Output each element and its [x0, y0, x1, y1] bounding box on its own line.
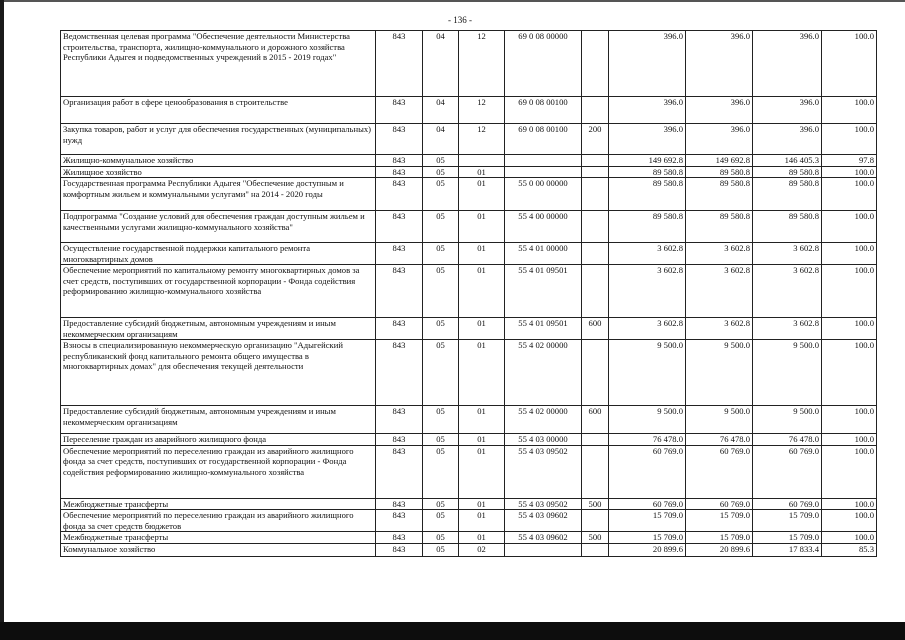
- cell-pct: 100.0: [822, 445, 877, 498]
- cell-s1: 15 709.0: [609, 532, 686, 544]
- cell-csr: [505, 166, 582, 178]
- cell-pr: 12: [459, 97, 505, 124]
- cell-s2: 76 478.0: [686, 434, 753, 446]
- cell-s1: 396.0: [609, 97, 686, 124]
- cell-s3: 76 478.0: [753, 434, 822, 446]
- cell-vr: 500: [582, 498, 609, 510]
- cell-name: Организация работ в сфере ценообразования в строительстве: [61, 97, 376, 124]
- cell-pr: 01: [459, 445, 505, 498]
- cell-ved: 843: [376, 166, 423, 178]
- cell-vr: [582, 510, 609, 532]
- cell-ved: 843: [376, 124, 423, 155]
- cell-s1: 15 709.0: [609, 510, 686, 532]
- cell-rz: 05: [423, 211, 459, 243]
- cell-s1: 149 692.8: [609, 155, 686, 167]
- cell-s1: 9 500.0: [609, 406, 686, 434]
- cell-ved: 843: [376, 510, 423, 532]
- cell-vr: [582, 178, 609, 211]
- cell-s2: 3 602.8: [686, 243, 753, 265]
- cell-s2: 15 709.0: [686, 532, 753, 544]
- cell-rz: 05: [423, 532, 459, 544]
- cell-s1: 3 602.8: [609, 318, 686, 340]
- cell-s3: 60 769.0: [753, 498, 822, 510]
- cell-ved: 843: [376, 265, 423, 318]
- cell-pct: 100.0: [822, 532, 877, 544]
- table-row: [61, 406, 877, 434]
- cell-pr: 01: [459, 498, 505, 510]
- cell-s3: 15 709.0: [753, 532, 822, 544]
- table-row: [61, 155, 877, 167]
- cell-rz: 05: [423, 318, 459, 340]
- cell-csr: 55 4 03 09502: [505, 498, 582, 510]
- cell-s3: 396.0: [753, 31, 822, 97]
- cell-pr: [459, 155, 505, 167]
- cell-pr: 01: [459, 532, 505, 544]
- cell-pr: 01: [459, 340, 505, 406]
- cell-rz: 05: [423, 265, 459, 318]
- cell-s3: 396.0: [753, 124, 822, 155]
- cell-rz: 05: [423, 340, 459, 406]
- cell-s3: 9 500.0: [753, 406, 822, 434]
- cell-pct: 85.3: [822, 543, 877, 556]
- cell-csr: 55 4 03 09602: [505, 510, 582, 532]
- cell-ved: 843: [376, 498, 423, 510]
- cell-pct: 100.0: [822, 510, 877, 532]
- cell-pr: 01: [459, 406, 505, 434]
- cell-csr: 55 4 02 00000: [505, 340, 582, 406]
- table-row: [61, 166, 877, 178]
- cell-vr: 600: [582, 406, 609, 434]
- cell-pr: 01: [459, 318, 505, 340]
- cell-pct: 100.0: [822, 340, 877, 406]
- cell-pct: 100.0: [822, 97, 877, 124]
- cell-csr: 55 4 03 09502: [505, 445, 582, 498]
- cell-pr: 01: [459, 510, 505, 532]
- cell-vr: [582, 543, 609, 556]
- cell-pct: 100.0: [822, 211, 877, 243]
- cell-ved: 843: [376, 155, 423, 167]
- cell-ved: 843: [376, 406, 423, 434]
- cell-csr: 55 4 02 00000: [505, 406, 582, 434]
- cell-s2: 396.0: [686, 31, 753, 97]
- cell-s1: 89 580.8: [609, 178, 686, 211]
- cell-pct: 100.0: [822, 406, 877, 434]
- cell-csr: 69 0 08 00100: [505, 97, 582, 124]
- cell-s3: 15 709.0: [753, 510, 822, 532]
- cell-vr: 600: [582, 318, 609, 340]
- cell-ved: 843: [376, 243, 423, 265]
- cell-rz: 05: [423, 166, 459, 178]
- cell-name: Межбюджетные трансферты: [61, 498, 376, 510]
- cell-vr: [582, 31, 609, 97]
- cell-name: Подпрограмма "Создание условий для обеспечения граждан доступным жильем и качественными услугами жилищно-коммунального хозяйства": [61, 211, 376, 243]
- cell-name: Обеспечение мероприятий по капитальному ремонту многоквартирных домов за счет средств, поступивших от государственной корпорации - Фонда содействия реформированию жилищно-коммунального хозяйства: [61, 265, 376, 318]
- table-row: [61, 434, 877, 446]
- cell-pr: 01: [459, 211, 505, 243]
- cell-s3: 3 602.8: [753, 318, 822, 340]
- cell-ved: 843: [376, 211, 423, 243]
- cell-s2: 396.0: [686, 124, 753, 155]
- cell-rz: 04: [423, 97, 459, 124]
- cell-pct: 100.0: [822, 166, 877, 178]
- cell-csr: 69 0 08 00000: [505, 31, 582, 97]
- table-body: [61, 31, 877, 557]
- cell-s3: 89 580.8: [753, 178, 822, 211]
- cell-csr: 55 4 01 09501: [505, 265, 582, 318]
- cell-name: Коммунальное хозяйство: [61, 543, 376, 556]
- table-row: [61, 532, 877, 544]
- cell-vr: [582, 211, 609, 243]
- table-row: [61, 97, 877, 124]
- cell-rz: 05: [423, 243, 459, 265]
- cell-s3: 9 500.0: [753, 340, 822, 406]
- cell-pr: 01: [459, 178, 505, 211]
- cell-pct: 100.0: [822, 31, 877, 97]
- cell-name: Жилищное хозяйство: [61, 166, 376, 178]
- cell-s2: 60 769.0: [686, 498, 753, 510]
- cell-s3: 146 405.3: [753, 155, 822, 167]
- cell-name: Обеспечение мероприятий по переселению граждан из аварийного жилищного фонда за счет средств, поступивших от государственной корпорации - Фонда содействия реформированию жилищно-коммунального хозяйства: [61, 445, 376, 498]
- table-row: [61, 124, 877, 155]
- scan-left-edge: [0, 0, 4, 640]
- cell-csr: [505, 543, 582, 556]
- cell-rz: 05: [423, 434, 459, 446]
- cell-s1: 3 602.8: [609, 265, 686, 318]
- cell-csr: 55 4 01 00000: [505, 243, 582, 265]
- cell-s1: 89 580.8: [609, 211, 686, 243]
- cell-csr: 55 4 03 09602: [505, 532, 582, 544]
- cell-name: Переселение граждан из аварийного жилищного фонда: [61, 434, 376, 446]
- cell-s3: 89 580.8: [753, 211, 822, 243]
- cell-vr: [582, 155, 609, 167]
- cell-vr: [582, 166, 609, 178]
- cell-name: Осуществление государственной поддержки капитального ремонта многоквартирных домов: [61, 243, 376, 265]
- cell-s2: 89 580.8: [686, 166, 753, 178]
- cell-vr: [582, 340, 609, 406]
- cell-csr: 55 4 00 00000: [505, 211, 582, 243]
- cell-vr: [582, 243, 609, 265]
- cell-s1: 9 500.0: [609, 340, 686, 406]
- cell-pct: 100.0: [822, 434, 877, 446]
- cell-s2: 9 500.0: [686, 340, 753, 406]
- cell-name: Обеспечение мероприятий по переселению граждан из аварийного жилищного фонда за счет средств бюджетов: [61, 510, 376, 532]
- cell-ved: 843: [376, 543, 423, 556]
- cell-vr: [582, 265, 609, 318]
- cell-pct: 100.0: [822, 243, 877, 265]
- cell-s2: 15 709.0: [686, 510, 753, 532]
- cell-vr: [582, 434, 609, 446]
- cell-s3: 396.0: [753, 97, 822, 124]
- cell-pct: 100.0: [822, 498, 877, 510]
- cell-ved: 843: [376, 532, 423, 544]
- cell-ved: 843: [376, 318, 423, 340]
- cell-rz: 05: [423, 178, 459, 211]
- cell-ved: 843: [376, 445, 423, 498]
- table-row: [61, 211, 877, 243]
- cell-s3: 3 602.8: [753, 265, 822, 318]
- cell-s1: 3 602.8: [609, 243, 686, 265]
- cell-name: Предоставление субсидий бюджетным, автономным учреждениям и иным некоммерческим организациям: [61, 318, 376, 340]
- cell-pr: 01: [459, 434, 505, 446]
- cell-s3: 60 769.0: [753, 445, 822, 498]
- cell-vr: 500: [582, 532, 609, 544]
- cell-s1: 60 769.0: [609, 445, 686, 498]
- cell-s2: 20 899.6: [686, 543, 753, 556]
- table-row: [61, 31, 877, 97]
- cell-vr: [582, 97, 609, 124]
- cell-s1: 76 478.0: [609, 434, 686, 446]
- cell-name: Взносы в специализированную некоммерческую организацию "Адыгейский республиканский фонд капитального ремонта общего имущества в многоквартирных домах" для обеспечения текущей деятельности: [61, 340, 376, 406]
- cell-s2: 9 500.0: [686, 406, 753, 434]
- page-number: - 136 -: [448, 15, 472, 25]
- cell-vr: [582, 445, 609, 498]
- cell-ved: 843: [376, 31, 423, 97]
- scan-bottom-edge: [0, 622, 905, 640]
- cell-pct: 100.0: [822, 178, 877, 211]
- table-row: [61, 510, 877, 532]
- table-row: [61, 543, 877, 556]
- cell-s1: 396.0: [609, 124, 686, 155]
- cell-rz: 04: [423, 31, 459, 97]
- cell-s2: 89 580.8: [686, 211, 753, 243]
- cell-pr: 12: [459, 124, 505, 155]
- cell-ved: 843: [376, 97, 423, 124]
- cell-pct: 100.0: [822, 265, 877, 318]
- budget-table: [60, 30, 877, 557]
- cell-ved: 843: [376, 178, 423, 211]
- cell-name: Жилищно-коммунальное хозяйство: [61, 155, 376, 167]
- cell-pr: 12: [459, 31, 505, 97]
- cell-rz: 05: [423, 543, 459, 556]
- cell-vr: 200: [582, 124, 609, 155]
- cell-csr: 55 4 01 09501: [505, 318, 582, 340]
- cell-s1: 89 580.8: [609, 166, 686, 178]
- cell-pr: 01: [459, 265, 505, 318]
- cell-s1: 20 899.6: [609, 543, 686, 556]
- table-row: [61, 243, 877, 265]
- cell-rz: 04: [423, 124, 459, 155]
- cell-s2: 60 769.0: [686, 445, 753, 498]
- cell-rz: 05: [423, 510, 459, 532]
- cell-pct: 97.8: [822, 155, 877, 167]
- cell-csr: 55 0 00 00000: [505, 178, 582, 211]
- table-row: [61, 340, 877, 406]
- cell-s1: 396.0: [609, 31, 686, 97]
- cell-s1: 60 769.0: [609, 498, 686, 510]
- cell-csr: 69 0 08 00100: [505, 124, 582, 155]
- cell-pr: 01: [459, 166, 505, 178]
- cell-name: Предоставление субсидий бюджетным, автономным учреждениям и иным некоммерческим организациям: [61, 406, 376, 434]
- scan-top-edge: [0, 0, 905, 2]
- cell-s3: 17 833.4: [753, 543, 822, 556]
- cell-csr: 55 4 03 00000: [505, 434, 582, 446]
- table-row: [61, 178, 877, 211]
- cell-name: Ведомственная целевая программа "Обеспечение деятельности Министерства строительства, транспорта, жилищно-коммунального и дорожного хозяйства Республики Адыгея и подведомственных учреждений в 2015 - 2019 годах": [61, 31, 376, 97]
- cell-rz: 05: [423, 406, 459, 434]
- cell-s2: 396.0: [686, 97, 753, 124]
- cell-rz: 05: [423, 445, 459, 498]
- table-row: [61, 318, 877, 340]
- cell-name: Закупка товаров, работ и услуг для обеспечения государственных (муниципальных) нужд: [61, 124, 376, 155]
- cell-rz: 05: [423, 155, 459, 167]
- cell-csr: [505, 155, 582, 167]
- cell-s3: 89 580.8: [753, 166, 822, 178]
- cell-rz: 05: [423, 498, 459, 510]
- table-row: [61, 445, 877, 498]
- table-row: [61, 498, 877, 510]
- cell-ved: 843: [376, 340, 423, 406]
- cell-s2: 3 602.8: [686, 265, 753, 318]
- cell-ved: 843: [376, 434, 423, 446]
- cell-s2: 3 602.8: [686, 318, 753, 340]
- cell-s3: 3 602.8: [753, 243, 822, 265]
- cell-s2: 89 580.8: [686, 178, 753, 211]
- cell-s2: 149 692.8: [686, 155, 753, 167]
- table-row: [61, 265, 877, 318]
- cell-pr: 02: [459, 543, 505, 556]
- cell-name: Межбюджетные трансферты: [61, 532, 376, 544]
- cell-pr: 01: [459, 243, 505, 265]
- cell-pct: 100.0: [822, 124, 877, 155]
- cell-pct: 100.0: [822, 318, 877, 340]
- cell-name: Государственная программа Республики Адыгея "Обеспечение доступным и комфортным жильем и коммунальными услугами" на 2014 - 2020 годы: [61, 178, 376, 211]
